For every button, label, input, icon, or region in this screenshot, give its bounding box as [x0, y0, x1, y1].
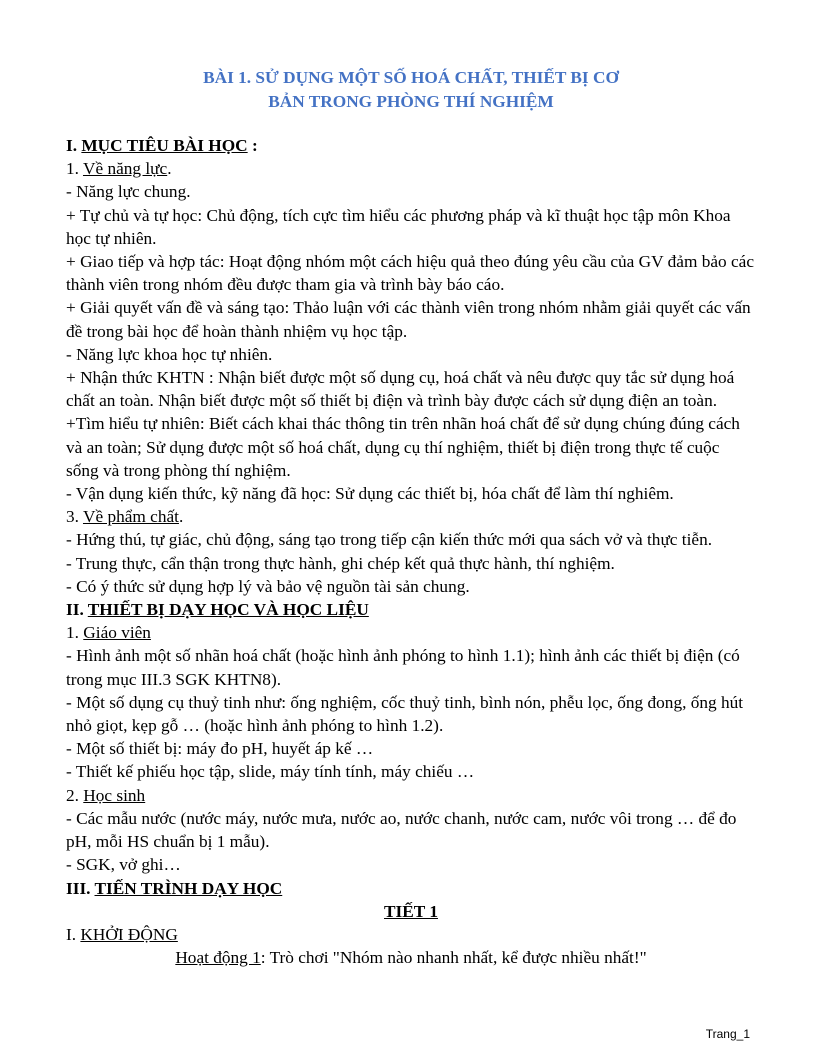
lesson-title-line-2: BẢN TRONG PHÒNG THÍ NGHIỆM	[268, 91, 554, 111]
lesson-title	[66, 66, 756, 113]
subsection-2-2-heading	[66, 784, 756, 807]
subsection-number: 2.	[66, 785, 84, 805]
section-1-colon: :	[247, 136, 258, 155]
paragraph-line: - SGK, vở ghi…	[66, 855, 181, 875]
section-3-number: III.	[66, 878, 95, 898]
paragraph-line: - Năng lực khoa học tự nhiên.	[66, 344, 273, 364]
section-1-heading	[66, 134, 756, 157]
paragraph-line: + Tự chủ và tự học: Chủ động, tích cực tìm hiểu các phương pháp và kĩ thuật học tập môn Khoa học tự nhiên.	[66, 205, 731, 248]
quality-list	[66, 528, 756, 598]
activity-label: Hoạt động 1	[175, 948, 261, 968]
paragraph-line: - Năng lực chung.	[66, 182, 191, 202]
spacer	[66, 113, 756, 134]
subsection-number: I.	[66, 924, 81, 944]
paragraph-line: - Có ý thức sử dụng hợp lý và bảo vệ nguồn tài sản chung.	[66, 576, 470, 596]
teacher-materials-list	[66, 644, 756, 783]
subsection-2-1-heading	[66, 621, 756, 644]
subsection-title: Về phẩm chất	[82, 507, 179, 527]
paragraph-line: + Giải quyết vấn đề và sáng tạo: Thảo luận với các thành viên trong nhóm nhằm giải quyết các vấn đề trong bài học để hoàn thành nhiệm vụ học tập.	[66, 298, 751, 341]
subsection-number: 1.	[66, 623, 84, 643]
competency-list	[66, 180, 756, 505]
paragraph-line: - Một số thiết bị: máy đo pH, huyết áp kế …	[66, 739, 374, 759]
subsection-title: Về năng lực	[82, 159, 168, 179]
subsection-dot: .	[167, 159, 172, 179]
period-heading: TIẾT 1	[384, 901, 438, 921]
section-2-heading	[66, 598, 756, 621]
student-materials-list	[66, 807, 756, 877]
paragraph-line: - Vận dụng kiến thức, kỹ năng đã học: Sử dụng các thiết bị, hóa chất để làm thí nghiêm.	[66, 484, 674, 504]
subsection-number: 3.	[66, 507, 83, 527]
subsection-title: KHỞI ĐỘNG	[80, 924, 178, 944]
section-1-number: I.	[66, 136, 82, 155]
subsection-1-3-heading	[66, 505, 756, 528]
paragraph-line: +Tìm hiểu tự nhiên: Biết cách khai thác thông tin trên nhãn hoá chất để sử dụng chúng đúng cách và an toàn; Sử dụng được một số hoá chất, dụng cụ thí nghiệm, thiết bị điện trong thực tế cuộc sống và trong phòng thí nghiệm.	[66, 414, 740, 480]
paragraph-line: - Hứng thú, tự giác, chủ động, sáng tạo trong tiếp cận kiến thức mới qua sách vở và thực tiễn.	[66, 530, 713, 550]
section-2-title: THIẾT BỊ DẠY HỌC VÀ HỌC LIỆU	[87, 600, 369, 620]
activity-text: : Trò chơi "Nhóm nào nhanh nhất, kể được nhiều nhất!"	[260, 948, 647, 968]
subsection-1-1-heading	[66, 157, 756, 180]
page-number: Trang_1	[705, 1027, 750, 1041]
paragraph-line: - Trung thực, cẩn thận trong thực hành, ghi chép kết quả thực hành, thí nghiệm.	[66, 553, 615, 573]
activity-1-line	[66, 946, 756, 969]
paragraph-line: + Giao tiếp và hợp tác: Hoạt động nhóm một cách hiệu quả theo đúng yêu cầu của GV đảm bảo các thành viên trong nhóm đều được tham gia và trình bày báo cáo.	[66, 252, 755, 295]
paragraph-line: - Hình ảnh một số nhãn hoá chất (hoặc hình ảnh phóng to hình 1.1); hình ảnh các thiết bị điện (có trong mục III.3 SGK KHTN8).	[66, 646, 740, 689]
subsection-title: Học sinh	[83, 785, 146, 805]
document-page	[66, 60, 756, 969]
subsection-number: 1.	[66, 159, 83, 179]
subsection-title: Giáo viên	[83, 623, 151, 643]
warmup-heading	[66, 923, 756, 946]
paragraph-line: - Thiết kế phiếu học tập, slide, máy tính tính, máy chiếu …	[66, 762, 475, 782]
paragraph-line: + Nhận thức KHTN : Nhận biết được một số dụng cụ, hoá chất và nêu được quy tắc sử dụng hoá chất an toàn. Nhận biết được một số thiết bị điện và trình bày được cách sử dụng điện an toàn.	[66, 368, 735, 411]
section-3-title: TIẾN TRÌNH DẠY HỌC	[94, 878, 283, 898]
section-2-number: II.	[66, 600, 88, 620]
subsection-dot: .	[178, 507, 184, 527]
section-1-title: MỤC TIÊU BÀI HỌC	[81, 136, 248, 155]
lesson-title-line-1: BÀI 1. SỬ DỤNG MỘT SỐ HOÁ CHẤT, THIẾT BỊ CƠ	[203, 68, 619, 87]
paragraph-line: - Một số dụng cụ thuỷ tinh như: ống nghiệm, cốc thuỷ tinh, bình nón, phễu lọc, ống đong, ống hút nhỏ giọt, kẹp gỗ … (hoặc hình ảnh phóng to hình 1.2).	[66, 692, 744, 736]
paragraph-line: - Các mẫu nước (nước máy, nước mưa, nước ao, nước chanh, nước cam, nước vôi trong … để đo pH, mỗi HS chuẩn bị 1 mẫu).	[66, 808, 737, 852]
section-3-heading	[66, 877, 756, 900]
